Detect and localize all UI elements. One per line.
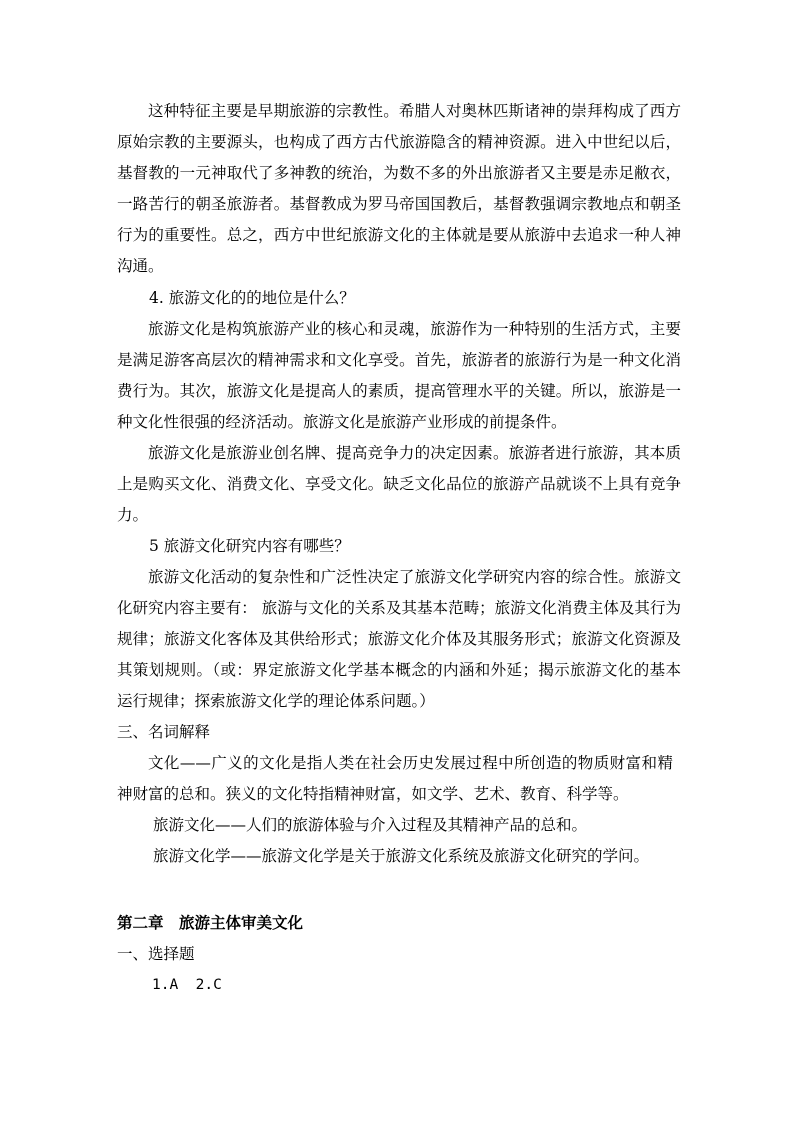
question-4: 4. 旅游文化的的地位是什么？ xyxy=(149,289,355,307)
definition-tourism-culture: 旅游文化——人们的旅游体验与介入过程及其精神产品的总和。 xyxy=(153,816,588,834)
section-heading-terms: 三、名词解释 xyxy=(117,723,211,741)
paragraph-religion: 这种特征主要是早期旅游的宗教性。希腊人对奥林匹斯诸神的崇拜构成了西方原始宗教的主要源头，也构成了西方古代旅游隐含的精神资源。进入中世纪以后，基督教的一元神取代了多神教的统治，为数不多的外出旅游者又主要是赤足敝衣，一路苦行的朝圣旅游者。基督教成为罗马帝国国教后，基督教强调宗教地点和朝圣行为的重要性。总之，西方中世纪旅游文化的主体就是要从旅游中去追求一种人神沟通。 xyxy=(117,102,681,275)
chapter-title: 第二章 旅游主体审美文化 xyxy=(117,913,304,932)
definition-culture: 文化——广义的文化是指人类在社会历史发展过程中所创造的物质财富和精神财富的总和。狭义的文化特指精神财富，如文学、艺术、教育、科学等。 xyxy=(117,754,673,803)
definition-tourism-culturology: 旅游文化学——旅游文化学是关于旅游文化系统及旅游文化研究的学问。 xyxy=(153,847,650,865)
answer-list: 1.A 2.C xyxy=(152,977,222,993)
paragraph-research: 旅游文化活动的复杂性和广泛性决定了旅游文化学研究内容的综合性。旅游文化研究内容主要有： 旅游与文化的关系及其基本范畴；旅游文化消费主体及其行为规律；旅游文化客体及其供给形式；旅游文化介体及其服务形式；旅游文化资源及其策划规则。（或：界定旅游文化学基本概念的内涵和外延；揭示旅游文化的基本运行规律；探索旅游文化学的理论体系问题。） xyxy=(117,568,681,710)
paragraph-brand: 旅游文化是旅游业创名牌、提高竞争力的决定因素。旅游者进行旅游，其本质上是购买文化、消费文化、享受文化。缺乏文化品位的旅游产品就谈不上具有竞争力。 xyxy=(117,444,681,524)
question-5: 5 旅游文化研究内容有哪些？ xyxy=(149,537,350,555)
paragraph-status: 旅游文化是构筑旅游产业的核心和灵魂，旅游作为一种特别的生活方式，主要是满足游客高层次的精神需求和文化享受。首先，旅游者的旅游行为是一种文化消费行为。其次，旅游文化是提高人的素质，提高管理水平的关键。所以，旅游是一种文化性很强的经济活动。旅游文化是旅游产业形成的前提条件。 xyxy=(117,320,681,431)
section-heading-choice: 一、选择题 xyxy=(117,945,195,963)
